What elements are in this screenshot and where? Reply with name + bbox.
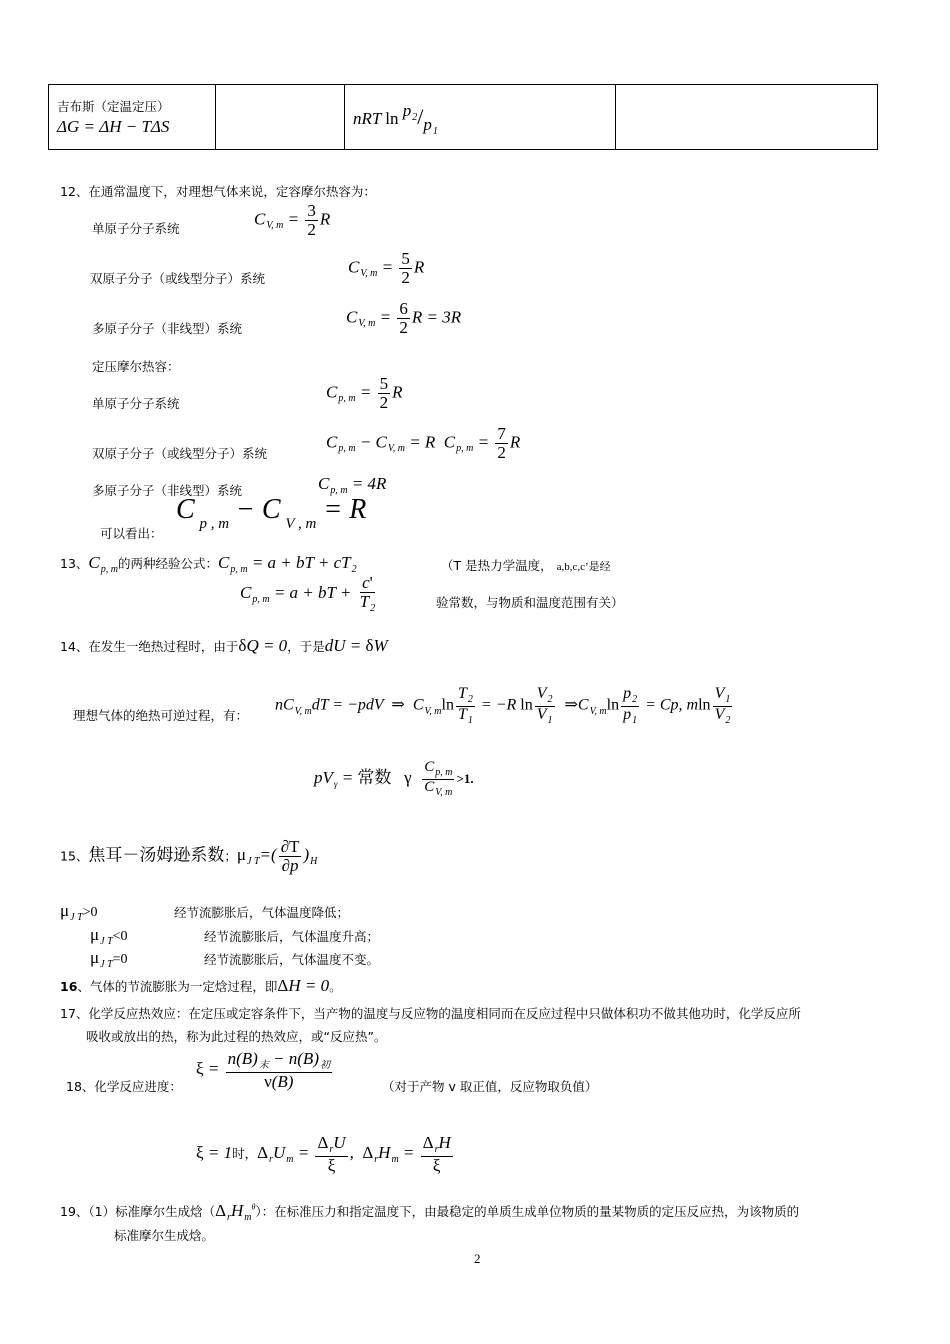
s16-line	[60, 976, 342, 996]
jt-positive: $\mu_{J T}>0$	[60, 901, 98, 923]
jt-row-2	[90, 925, 380, 947]
table-cell-empty-1	[216, 85, 345, 150]
cv-di-label: 双原子分子（或线型分子）系统	[90, 271, 266, 286]
cv-mono-label: 单原子分子系统	[92, 221, 180, 236]
cp-mono-label: 单原子分子系统	[92, 396, 180, 411]
page-number: 2	[474, 1251, 481, 1266]
cv-di-formula: $C_{V, m}$ = $\frac{5}{2}$ R	[348, 249, 425, 287]
s19-line2: 标准摩尔生成焓。	[114, 1228, 215, 1243]
jt-positive-text: 经节流膨胀后，气体温度降低；	[174, 905, 350, 920]
s16-end: 。	[329, 979, 342, 994]
jt-negative: $\mu_{J T}<0$	[90, 925, 128, 947]
jt-coefficient-name: 焦耳－汤姆逊系数	[88, 845, 225, 866]
s13-note1-a: （T 是热力学温度，	[441, 558, 553, 573]
cv-mono-formula: $C_{V, m}$ = $\frac{3}{2}$ R	[254, 201, 331, 239]
s12-title: 12、在通常温度下，对理想气体来说，定容摩尔热容为：	[60, 184, 376, 199]
s16-num: 16	[60, 979, 78, 994]
xi-one-formula: ξ = 1时，$\Delta_rU_m$ = $\Delta_rU$ ξ , $\Delta_rH_m$ = $\Delta_rH$ ξ	[196, 1133, 451, 1175]
s13-text: 的两种经验公式：	[117, 556, 218, 571]
jt-row-3	[90, 948, 380, 970]
pv-gamma-formula: $pV_\gamma$ = 常数 γ $\frac{C_{p, m}}{C_{V, m}}$ >1.	[314, 759, 474, 798]
s15-prefix: 15、	[60, 848, 89, 864]
dq-zero: δQ = 0	[238, 636, 288, 655]
s17-line1: 17、化学反应热效应：在定压或定容条件下，当产物的温度与反应物的温度相同而在反应过程中只做体积功不做其他功时，化学反应所	[60, 1006, 801, 1021]
table-row	[49, 85, 878, 150]
jt-negative-text: 经节流膨胀后，气体温度升高；	[204, 929, 380, 944]
s19-line1	[60, 1201, 799, 1223]
s14-line1	[60, 636, 388, 656]
s14-text: 14、在发生一绝热过程时，由于	[60, 639, 239, 654]
s13-prefix: 13、	[60, 556, 89, 571]
cp-di-formula: $C_{p, m} - C_{V, m} = R$ $C_{p, m}$ = $\frac{7}{2}$ R	[326, 424, 521, 462]
s17-line2: 吸收或放出的热，称为此过程的热效应，或“反应热”。	[86, 1029, 387, 1044]
dh-zero: ΔH = 0	[277, 976, 330, 995]
table-cell-empty-2	[616, 85, 878, 150]
s19-line1a: 19、（1）标准摩尔生成焓（	[60, 1204, 216, 1219]
gibbs-formula: ΔG = ΔH − TΔS	[57, 117, 170, 136]
table-cell-formula	[345, 85, 616, 150]
jt-zero: $\mu_{J T}=0$	[90, 948, 128, 970]
s14-line2: 理想气体的绝热可逆过程，有：	[73, 708, 249, 723]
jt-zero-text: 经节流膨胀后，气体温度不变。	[204, 952, 380, 967]
cpm-formula-1: $C_{p, m} = a$ + bT + $cT_2$	[218, 553, 357, 575]
xi-formula: ξ = $n(B)_末 - n(B)_初$ ν(B)	[196, 1049, 330, 1091]
s13-note1	[441, 556, 611, 574]
cp-minus-cv-formula: C $_{p , m}$ − C $_{V , m}$ = R	[176, 494, 367, 532]
nrt-ln-formula: nRT $\ln p_2/p_1$	[353, 100, 438, 137]
cv-poly-formula: $C_{V, m}$ = $\frac{6}{2}$ R = 3R	[346, 299, 462, 337]
s16-text: 、气体的节流膨胀为一定焓过程，即	[77, 979, 278, 994]
cp-mono-formula: $C_{p, m}$ = $\frac{5}{2}$ R	[326, 374, 403, 412]
jt-row-1	[60, 901, 350, 923]
gibbs-label: 吉布斯（定温定压）	[57, 99, 170, 114]
conclusion-label: 可以看出：	[100, 526, 163, 541]
s19-line1b: ）：在标准压力和指定温度下，由最稳定的单质生成单位物质的量某物质的定压反应热，为该物质的	[255, 1204, 800, 1219]
std-formation-enthalpy-symbol: $\Delta_rH_m^\theta$	[215, 1201, 256, 1223]
s18-when: 时，	[232, 1146, 258, 1162]
cp-poly-formula: $C_{p, m} = 4R$	[318, 474, 387, 496]
cpm-symbol: $C_{p, m}$	[88, 553, 118, 575]
adiabatic-formula: $nC_{V, m}dT = -pdV$ ⇒ $C_{V, m}\ln$ $\frac{T_2}{T_1}$ = −R ln $\frac{V_2}{V_1}$ $\Rightarrow C_{V, m}\ln$ $\frac{p_2}{p_1}$ = Cp, mln $\frac{V_1}{V_2}$	[275, 685, 731, 726]
cp-di-label: 双原子分子（或线型分子）系统	[92, 446, 268, 461]
table-cell-label	[49, 85, 216, 150]
jt-formula: $\mu_{J T}=$( $\frac{\partial T}{\partial p}$ )$_H$	[236, 837, 318, 875]
s13-line1	[60, 553, 357, 575]
cp-poly-label: 多原子分子（非线型）系统	[92, 483, 243, 498]
s13-note2: 验常数，与物质和温度范围有关）	[436, 595, 624, 610]
s13-note1-b: a,b,c,c’是经	[556, 561, 611, 573]
s18-text: 18、化学反应进度：	[66, 1079, 182, 1094]
cpm-formula-2: $C_{p, m} = a$ + bT + $\frac{c'}{T_2}$	[240, 573, 376, 614]
summary-table	[48, 84, 878, 150]
s15-line	[60, 838, 317, 875]
cv-poly-label: 多原子分子（非线型）系统	[92, 321, 243, 336]
s18-note: （对于产物 v 取正值，反应物取负值）	[382, 1079, 598, 1094]
du-dw: dU = δW	[324, 636, 388, 655]
s14-text2: ，于是	[287, 639, 325, 654]
s15-sep: ；	[224, 848, 237, 864]
cp-title: 定压摩尔热容：	[92, 359, 180, 374]
